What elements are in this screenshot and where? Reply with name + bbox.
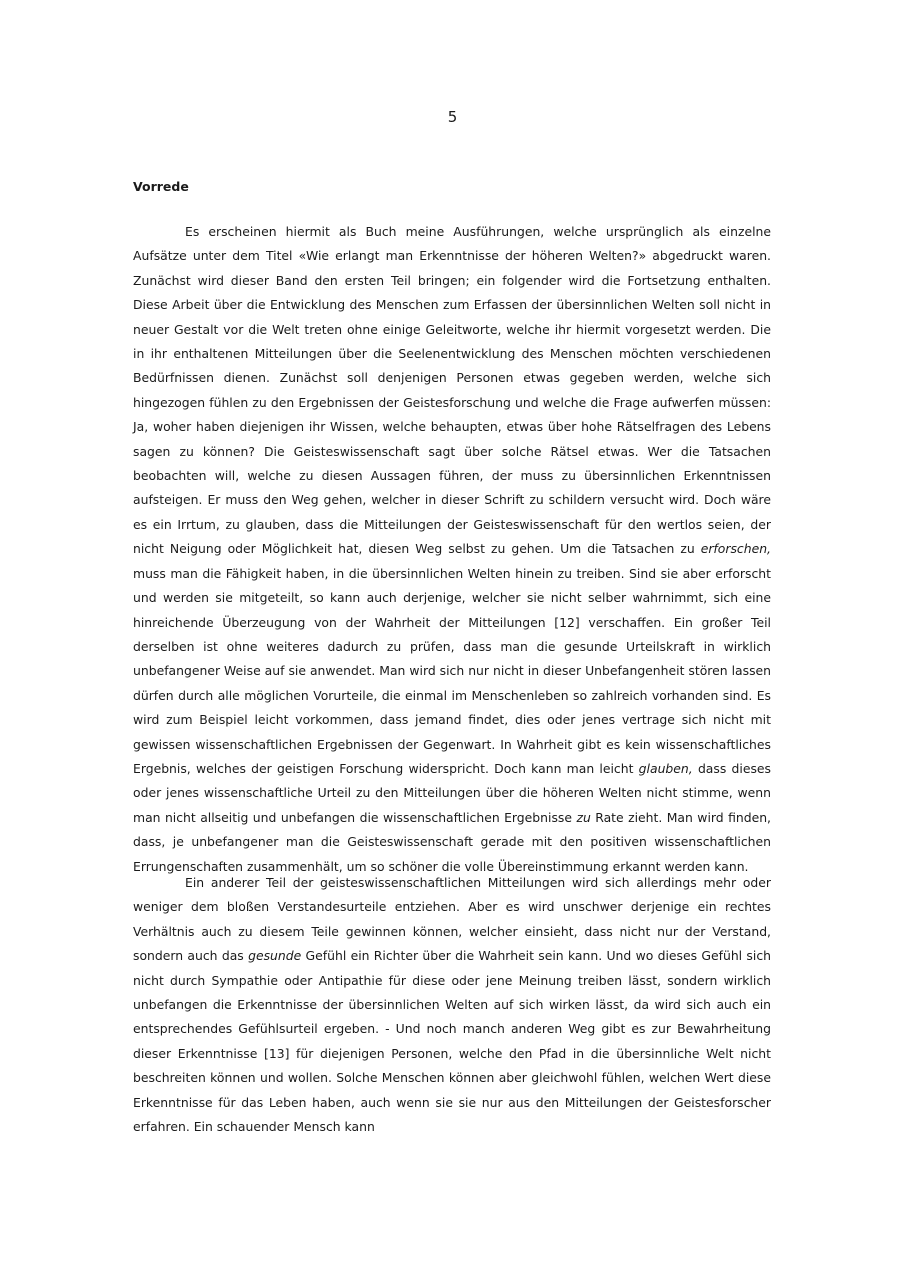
paragraph-text: Rate zieht. Man wird finden, dass, je unbefangener man die Geisteswissenschaft gerade mit den positiven wissenschaftlichen Errungenschaften zusammenhält, um so schöner die volle Übereinstimmung erkannt werden kann. xyxy=(133,809,772,874)
page-number: 5 xyxy=(447,108,458,126)
paragraph xyxy=(133,220,771,879)
emphasized-text: erforschen, xyxy=(700,541,771,557)
emphasized-text: gesunde xyxy=(248,948,302,964)
paragraph-text: muss man die Fähigkeit haben, in die übersinnlichen Welten hinein zu treiben. Sind sie aber erforscht und werden sie mitgeteilt, so kann auch derjenige, welcher sie nicht selber wahrnimmt, sich eine hinreichende Überzeugung von der Wahrheit der Mitteilungen [12] verschaffen. Ein großer Teil derselben ist ohne weiteres dadurch zu prüfen, dass man die gesunde Urteilskraft in wirklich unbefangener Weise auf sie anwendet. Man wird sich nur nicht in dieser Unbefangenheit stören lassen dürfen durch alle möglichen Vorurteile, die einmal im Menschenleben so zahlreich vorhanden sind. Es wird zum Beispiel leicht vorkommen, dass jemand findet, dies oder jenes vertrage sich nicht mit gewissen wissenschaftlichen Ergebnissen der Gegenwart. In Wahrheit gibt es kein wissenschaftliches Ergebnis, welches der geistigen Forschung widerspricht. Doch kann man leicht xyxy=(133,565,771,776)
paragraph xyxy=(133,871,771,1139)
paragraph-text: Ein anderer Teil der geisteswissenschaftlichen Mitteilungen wird sich allerdings mehr oder weniger dem bloßen Verstandesurteile entziehen. Aber es wird unschwer derjenige ein rechtes Verhältnis auch zu diesem Teile gewinnen können, welcher einsieht, dass nicht nur der Verstand, sondern auch das xyxy=(133,875,771,964)
paragraph-text: dass dieses oder jenes wissenschaftliche Urteil zu den Mitteilungen über die höheren Welten nicht stimme, wenn man nicht allseitig und unbefangen die wissenschaftlichen Ergebnisse xyxy=(133,760,772,825)
emphasized-text: glauben, xyxy=(638,760,693,776)
section-heading: Vorrede xyxy=(133,179,189,194)
emphasized-text: zu xyxy=(576,809,591,825)
paragraph-text: Es erscheinen hiermit als Buch meine Ausführungen, welche ursprünglich als einzelne Aufsätze unter dem Titel «Wie erlangt man Erkenntnisse der höheren Welten?» abgedruckt waren. Zunächst wird dieser Band den ersten Teil bringen; ein folgender wird die Fortsetzung enthalten. Diese Arbeit über die Entwicklung des Menschen zum Erfassen der übersinnlichen Welten soll nicht in neuer Gestalt vor die Welt treten ohne einige Geleitworte, welche ihr hiermit vorgesetzt werden. Die in ihr enthaltenen Mitteilungen über die Seelenentwicklung des Menschen möchten verschiedenen Bedürfnissen dienen. Zunächst soll denjenigen Personen etwas gegeben werden, welche sich hingezogen fühlen zu den Ergebnissen der Geistesforschung und welche die Frage aufwerfen müssen: Ja, woher haben diejenigen ihr Wissen, welche behaupten, etwas über hohe Rätselfragen des Lebens sagen zu können? Die Geisteswissenschaft sagt über solche Rätsel etwas. Wer die Tatsachen beobachten will, welche zu diesen Aussagen führen, der muss zu übersinnlichen Erkenntnissen aufsteigen. Er muss den Weg gehen, welcher in dieser Schrift zu schildern versucht wird. Doch wäre es ein Irrtum, zu glauben, dass die Mitteilungen der Geisteswissenschaft für den wertlos seien, der nicht Neigung oder Möglichkeit hat, diesen Weg selbst zu gehen. Um die Tatsachen zu xyxy=(133,224,771,557)
paragraph-text: Gefühl ein Richter über die Wahrheit sein kann. Und wo dieses Gefühl sich nicht durch Sympathie oder Antipathie für diese oder jene Meinung treiben lässt, sondern wirklich unbefangen die Erkenntnisse der übersinnlichen Welten auf sich wirken lässt, da wird sich auch ein entsprechendes Gefühlsurteil ergeben. - Und noch manch anderen Weg gibt es zur Bewahrheitung dieser Erkenntnisse [13] für diejenigen Personen, welche den Pfad in die übersinnliche Welt nicht beschreiten können und wollen. Solche Menschen können aber gleichwohl fühlen, welchen Wert diese Erkenntnisse für das Leben haben, auch wenn sie sie nur aus den Mitteilungen der Geistesforscher erfahren. Ein schauender Mensch kann xyxy=(133,948,771,1135)
